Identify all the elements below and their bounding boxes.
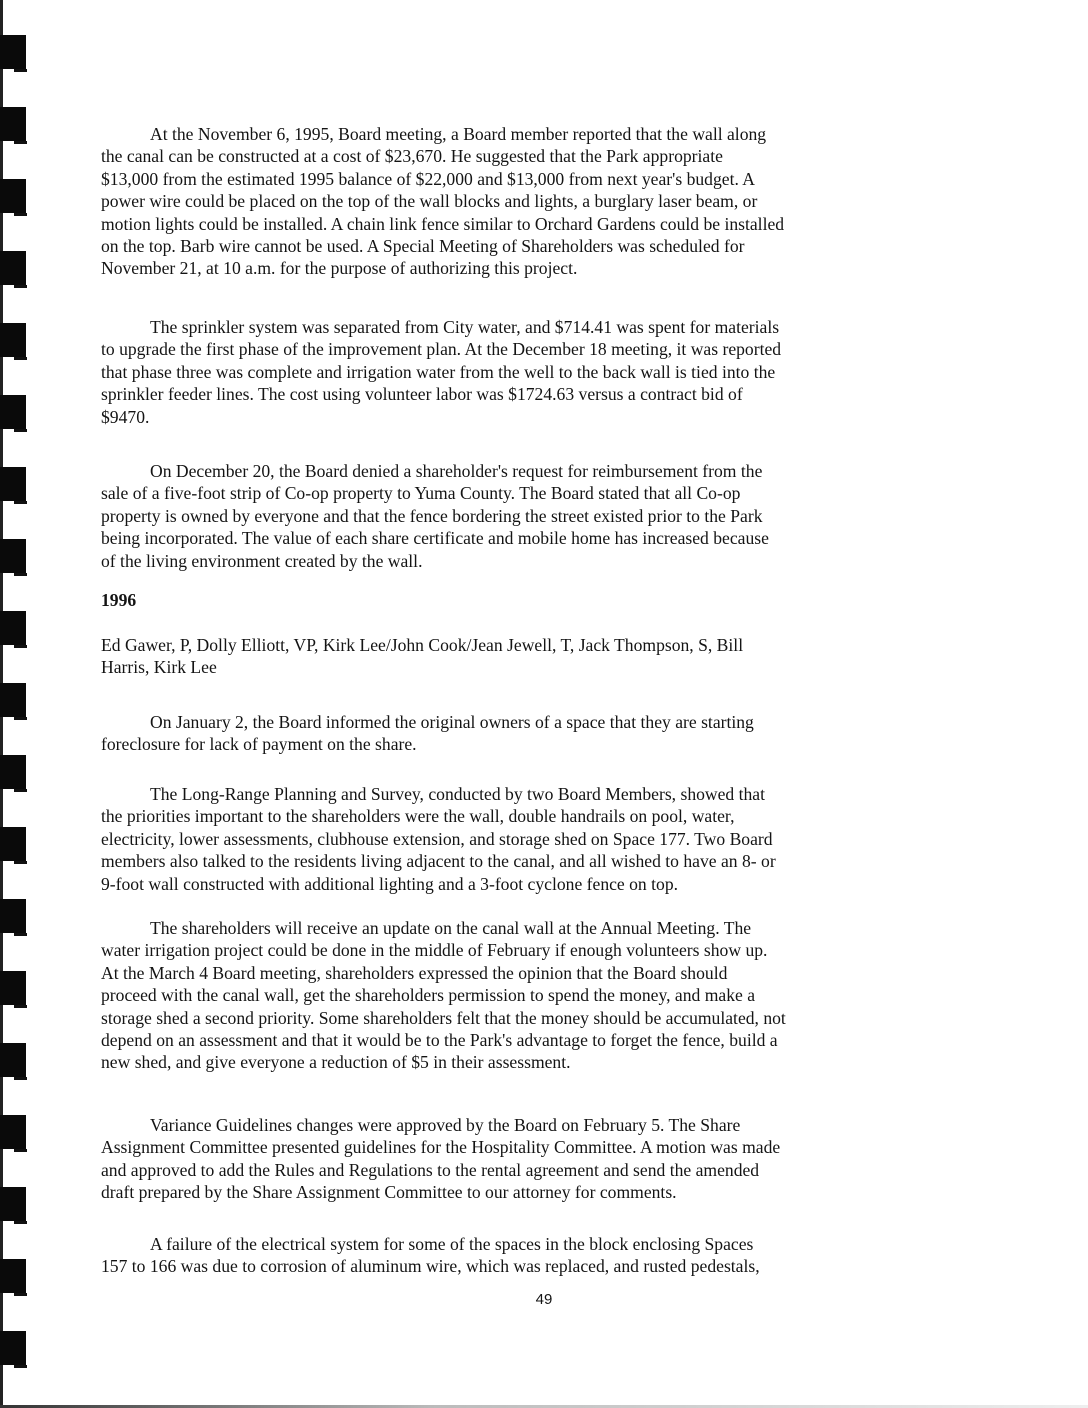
text-line: motion lights could be installed. A chain link fence similar to Orchard Gardens could be installed (101, 213, 785, 234)
text-line: power wire could be placed on the top of the wall blocks and lights, a burglary laser beam, or (101, 191, 758, 212)
binding-tab (0, 971, 26, 1005)
binding-tab (0, 1187, 26, 1221)
text-line: $13,000 from the estimated 1995 balance of $22,000 and $13,000 from next year's budget. A (101, 168, 755, 189)
text-line: The shareholders will receive an update on the canal wall at the Annual Meeting. The (150, 918, 752, 938)
page-number: 49 (535, 1291, 553, 1308)
text-line: November 21, at 10 a.m. for the purpose of authorizing this project. (101, 258, 578, 279)
text-line: draft prepared by the Share Assignment Committee to our attorney for comments. (101, 1182, 677, 1203)
paragraph (101, 1114, 971, 1204)
text-line: water irrigation project could be done in the middle of February if enough volunteers show up. (101, 940, 768, 961)
paragraph (101, 1233, 971, 1278)
text-line: electricity, lower assessments, clubhouse extension, and storage shed on Space 177. Two Board (101, 828, 773, 849)
text-line: the priorities important to the shareholders were the wall, double handrails on pool, water, (101, 806, 735, 827)
text-line: storage shed a second priority. Some shareholders felt that the money should be accumulated, not (101, 1007, 786, 1028)
binding-tab (0, 35, 26, 69)
binding-tab (0, 323, 26, 357)
paragraph (101, 316, 971, 428)
text-line: to upgrade the first phase of the improvement plan. At the December 18 meeting, it was reported (101, 339, 782, 360)
text-line: A failure of the electrical system for some of the spaces in the block enclosing Spaces (150, 1234, 754, 1254)
binding-tab (0, 395, 26, 429)
text-line: of the living environment created by the wall. (101, 550, 423, 571)
binding-tab (0, 683, 26, 717)
text-line: sprinkler feeder lines. The cost using volunteer labor was $1724.63 versus a contract bid of (101, 384, 743, 405)
text-line: The sprinkler system was separated from City water, and $714.41 was spent for materials (150, 317, 780, 337)
text-line: 157 to 166 was due to corrosion of aluminum wire, which was replaced, and rusted pedestals, (101, 1256, 760, 1277)
text-line: property is owned by everyone and that the fence bordering the street existed prior to the Park (101, 505, 763, 526)
text-line: Variance Guidelines changes were approved by the Board on February 5. The Share (150, 1115, 741, 1135)
binding-tab (0, 1331, 26, 1365)
paragraph (101, 917, 971, 1074)
binding-tab (0, 899, 26, 933)
binding-tab (0, 251, 26, 285)
text-line: the canal can be constructed at a cost of $23,670. He suggested that the Park appropriate (101, 146, 723, 167)
text-line: On December 20, the Board denied a shareholder's request for reimbursement from the (150, 461, 763, 481)
text-line: 1996 (101, 590, 137, 610)
text-line: At the March 4 Board meeting, shareholders expressed the opinion that the Board should (101, 962, 728, 983)
binding-tab (0, 1115, 26, 1149)
text-line: foreclosure for lack of payment on the share. (101, 734, 417, 755)
text-line: being incorporated. The value of each share certificate and mobile home has increased because (101, 528, 769, 549)
text-line: Assignment Committee presented guidelines for the Hospitality Committee. A motion was made (101, 1137, 781, 1158)
paragraph (101, 711, 971, 756)
binding-tab (0, 107, 26, 141)
binding-tab (0, 755, 26, 789)
text-line: Ed Gawer, P, Dolly Elliott, VP, Kirk Lee/John Cook/Jean Jewell, T, Jack Thompson, S, Bill (101, 635, 744, 655)
binding-tab (0, 827, 26, 861)
paragraph (101, 123, 971, 280)
text-line: Harris, Kirk Lee (101, 657, 217, 678)
text-line: new shed, and give everyone a reduction of $5 in their assessment. (101, 1052, 571, 1073)
text-line: At the November 6, 1995, Board meeting, a Board member reported that the wall along (150, 124, 767, 144)
binding-tab (0, 611, 26, 645)
binding-tab (0, 1043, 26, 1077)
text-line: and approved to add the Rules and Regulations to the rental agreement and send the amended (101, 1159, 760, 1180)
text-line: members also talked to the residents living adjacent to the canal, and all wished to have an 8- or (101, 851, 776, 872)
binding-tab (0, 467, 26, 501)
section-heading (101, 589, 971, 611)
text-line: $9470. (101, 406, 150, 427)
paragraph (101, 783, 971, 895)
text-line: on the top. Barb wire cannot be used. A Special Meeting of Shareholders was scheduled for (101, 235, 745, 256)
binding-tab (0, 539, 26, 573)
text-line: depend on an assessment and that it would be to the Park's advantage to forget the fence, build a (101, 1029, 778, 1050)
text-line: On January 2, the Board informed the original owners of a space that they are starting (150, 712, 754, 732)
text-line: that phase three was complete and irrigation water from the well to the back wall is tied into the (101, 361, 776, 382)
binding-tab (0, 179, 26, 213)
text-line: sale of a five-foot strip of Co-op property to Yuma County. The Board stated that all Co-op (101, 483, 741, 504)
text-line: proceed with the canal wall, get the shareholders permission to spend the money, and make a (101, 985, 756, 1006)
binding-tab (0, 1259, 26, 1293)
text-line: 9-foot wall constructed with additional lighting and a 3-foot cyclone fence on top. (101, 873, 679, 894)
officers-list (101, 634, 971, 679)
paragraph (101, 460, 971, 572)
text-line: The Long-Range Planning and Survey, conducted by two Board Members, showed that (150, 784, 765, 804)
